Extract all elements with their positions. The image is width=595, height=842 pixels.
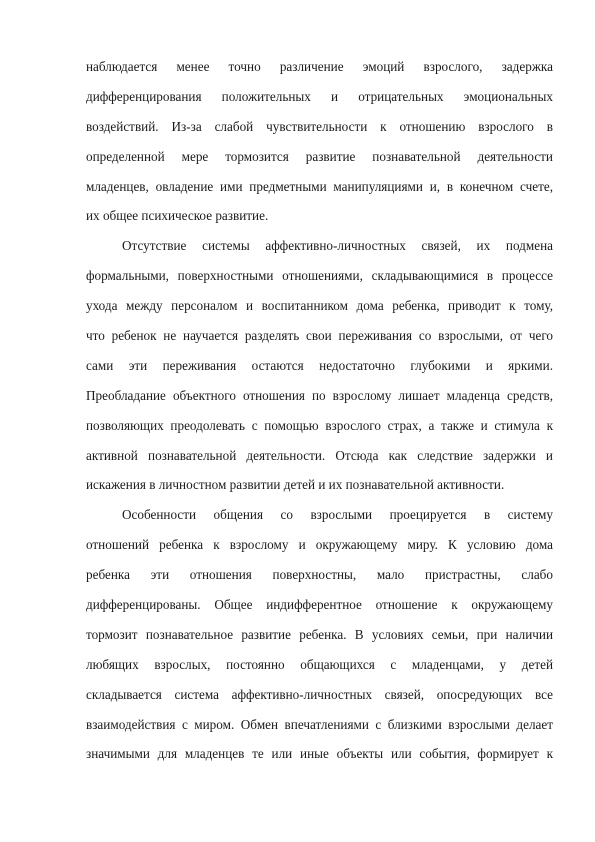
paragraph-3	[86, 500, 553, 769]
text-line: активной познавательной деятельности. Отсюда как следствие задержки и	[86, 447, 553, 463]
text-line: любящих взрослых, постоянно общающихся с младенцами, у детей	[86, 656, 553, 672]
text-line: формальными, поверхностными отношениями, складывающимися в процессе	[86, 268, 553, 284]
paragraph-1	[86, 52, 553, 231]
text-line: тормозит познавательное развитие ребенка. В условиях семьи, при наличии	[86, 626, 553, 642]
text-line: их общее психическое развитие.	[86, 208, 269, 224]
text-line: позволяющих преодолевать с помощью взрослого страх, а также и стимула к	[86, 417, 553, 433]
text-line: воздействий. Из-за слабой чувствительности к отношению взрослого в	[86, 118, 553, 134]
text-line: ухода между персоналом и воспитанником дома ребенка, приводит к тому,	[86, 298, 553, 314]
text-line: что ребенок не научается разделять свои переживания со взрослыми, от чего	[86, 328, 553, 344]
paragraph-2	[86, 231, 553, 500]
text-line: определенной мере тормозится развитие познавательной деятельности	[86, 148, 553, 164]
text-line: отношений ребенка к взрослому и окружающему миру. К условию дома	[86, 537, 553, 553]
text-line: Отсутствие системы аффективно-личностных связей, их подмена	[122, 238, 553, 254]
text-line: Преобладание объектного отношения по взрослому лишает младенца средств,	[86, 387, 553, 403]
text-line: сами эти переживания остаются недостаточно глубокими и яркими.	[86, 357, 553, 373]
text-line: дифференцированы. Общее индифферентное отношение к окружающему	[86, 597, 553, 613]
text-line: складывается система аффективно-личностных связей, опосредующих все	[86, 686, 553, 702]
text-line: дифференцирования положительных и отрицательных эмоциональных	[86, 88, 553, 104]
text-line: взаимодействия с миром. Обмен впечатлениями с близкими взрослыми делает	[86, 716, 553, 732]
text-line: значимыми для младенцев те или иные объекты или события, формирует к	[86, 746, 553, 762]
text-line: наблюдается менее точно различение эмоций взрослого, задержка	[86, 59, 553, 74]
text-line: ребенка эти отношения поверхностны, мало пристрастны, слабо	[86, 567, 553, 583]
text-line: младенцев, овладение ими предметными манипуляциями и, в конечном счете,	[86, 178, 553, 194]
text-line: Особенности общения со взрослыми проецируется в систему	[122, 507, 553, 523]
text-line: искажения в личностном развитии детей и их познавательной активности.	[86, 477, 505, 493]
document-page	[86, 52, 553, 769]
